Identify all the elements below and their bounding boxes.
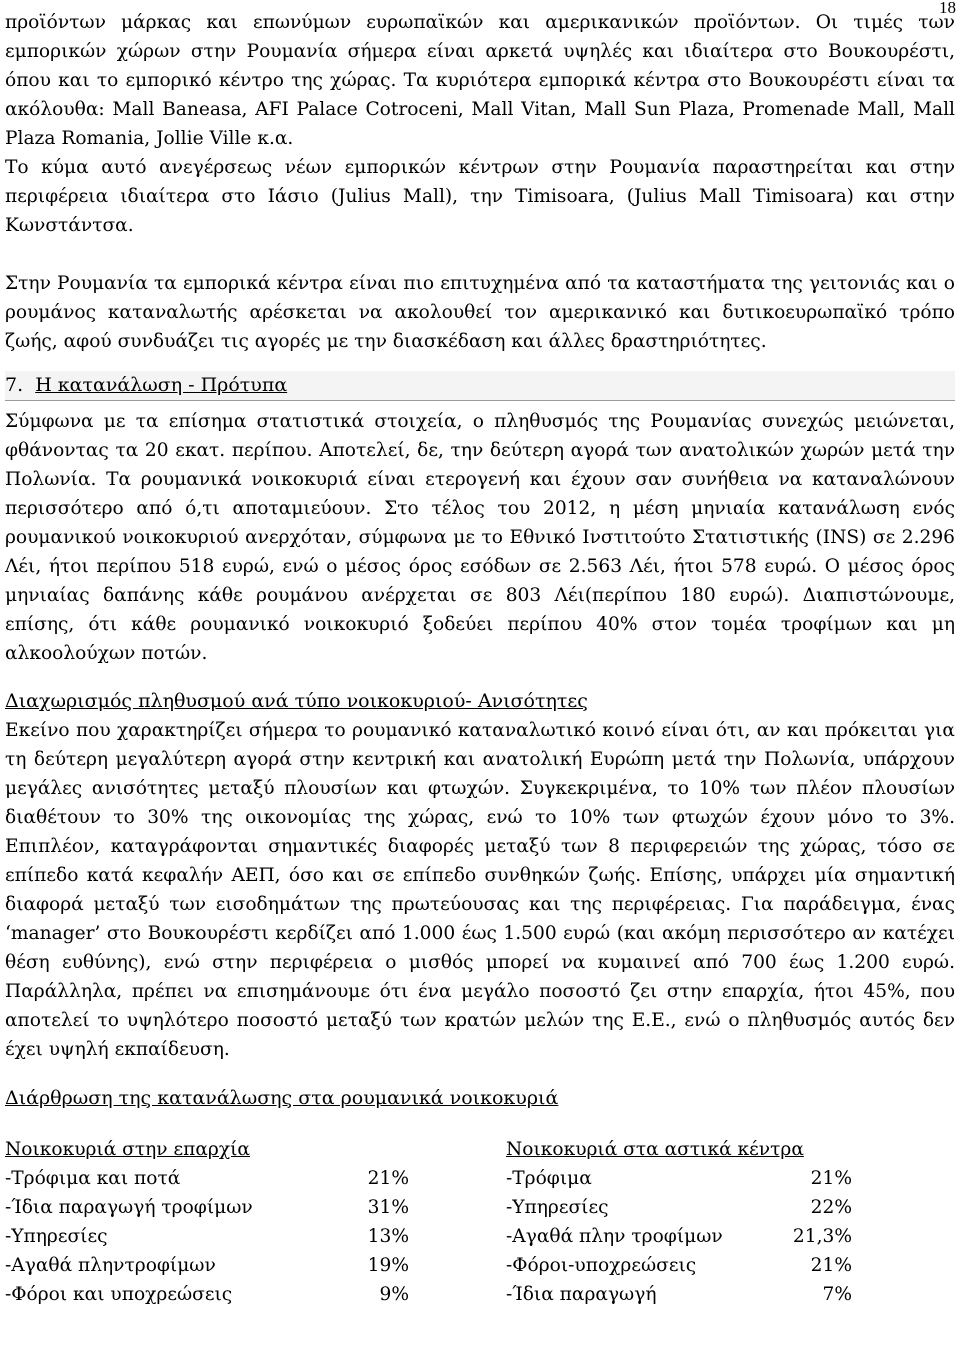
consumption-table [5,1135,955,1315]
row-label: -Ίδια παραγωγή τροφίμων [5,1197,253,1218]
row-label: -Υπηρεσίες [506,1197,609,1218]
paragraph-inequality: Εκείνο που χαρακτηρίζει σήμερα το ρουμανικό καταναλωτικό κοινό είναι ότι, αν και πρόκειται για τη δεύτερη μεγαλύτερη αγορά στην κεντρική και ανατολική Ευρώπη μετά την Πολωνία, υπάρχουν μεγάλες ανισότητες μεταξύ πλουσίων και φτωχών. Συγκεκριμένα, το 10% των πλέον πλουσίων διαθέτουν το 30% της οικονομίας της χώρας, ενώ το 10% των φτωχών έχουν μόνο το 3%. Επιπλέον, καταγράφονται σημαντικές διαφορές μεταξύ των 8 περιφερειών της χώρας, τόσο σε επίπεδο κατά κεφαλήν ΑΕΠ, όσο και σε επίπεδο συνθηκών ζωής. Επίσης, υπάρχει μία σημαντική διαφορά μεταξύ των εισοδημάτων της πρωτεύουσας και της περιφέρειας. Για παράδειγμα, ένας ‘manager’ στο Βουκουρέστι κερδίζει από 1.000 έως 1.500 ευρώ (και ακόμη περισσότερο αν κατέχει θέση ευθύνης), ενώ στην περιφέρεια ο μισθός μπορεί να κυμαινεί από 700 έως 1.200 ευρώ. Παράλληλα, πρέπει να επισημάνουμε ότι ένα μεγάλο ποσοστό ζει στην επαρχία, ήτοι 45%, που αποτελεί το υψηλότερο ποσοστό μεταξύ των κρατών μελών της Ε.Ε., ενώ ο πληθυσμός αυτός δεν έχει υψηλή εκπαίδευση. [5,720,955,1060]
table-row [506,1251,866,1280]
section-number: 7. [5,374,24,396]
table-row [506,1193,866,1222]
column-header-rural: Νοικοκυριά στην επαρχία [5,1139,250,1160]
table-row [5,1164,415,1193]
table-row [506,1164,866,1193]
row-value: 21% [810,1168,852,1189]
subsection-heading-inequality: Διαχωρισμός πληθυσμού ανά τύπο νοικοκυριού- Ανισότητες [5,690,588,712]
row-label: -Φόροι-υποχρεώσεις [506,1255,697,1276]
table-row [5,1193,415,1222]
page-number: 18 [939,0,956,17]
table-row [5,1280,415,1309]
table-row [506,1280,866,1309]
paragraph-consumption: Σύμφωνα με τα επίσημα στατιστικά στοιχεία, ο πληθυσμός της Ρουμανίας συνεχώς μειώνεται, φθάνοντας τα 20 εκατ. περίπου. Αποτελεί, δε, την δεύτερη αγορά των ανατολικών χωρών μετά την Πολωνία. Τα ρουμανικά νοικοκυριά είναι ετερογενή και έχουν σαν συνήθεια να καταναλώνουν περισσότερο από ό,τι αποταμιεύουν. Στο τέλος του 2012, η μέση μηνιαία κατανάλωση ενός ρουμανικού νοικοκυριού ανερχόταν, σύμφωνα με το Εθνικό Ινστιτούτο Στατιστικής (INS) σε 2.296 Λέι, ήτοι περίπου 518 ευρώ, ενώ ο μέσος όρος εσόδων σε 2.563 Λέι, ήτοι 578 ευρώ. Ο μέσος όρος μηνιαίας δαπάνης κάθε ρουμάνου ανέρχεται σε 803 Λέι(περίπου 180 ευρώ). Διαπιστώνουμε, επίσης, ότι κάθε ρουμανικό νοικοκυριό ξοδεύει περίπου 40% στον τομέα τροφίμων και μη αλκοολούχων ποτών. [5,411,955,664]
row-value: 7% [822,1284,852,1305]
page-content [5,8,955,1315]
paragraph-consumer-habits: Στην Ρουμανία τα εμπορικά κέντρα είναι πιο επιτυχημένα από τα καταστήματα της γειτονιάς και ο ρουμάνος καταναλωτής αρέσκεται να ακολουθεί τον αμερικανικό και δυτικοευρωπαϊκό τρόπο ζωής, αφού συνδυάζει τις αγορές με την διασκέδαση και άλλες δραστηριότητες. [5,273,955,352]
row-value: 19% [367,1255,409,1276]
row-label: -Τρόφιμα και ποτά [5,1168,181,1189]
row-label: -Φόροι και υποχρεώσεις [5,1284,233,1305]
section-7-heading [5,371,955,401]
row-value: 9% [379,1284,409,1305]
row-label: -Ίδια παραγωγή [506,1284,657,1305]
row-label: -Αγαθά πληντροφίμων [5,1255,216,1276]
row-value: 31% [367,1197,409,1218]
table-row [5,1222,415,1251]
paragraph-regional-malls: Το κύμα αυτό ανεγέρσεως νέων εμπορικών κέντρων στην Ρουμανία παραστηρείται και στην περιφέρεια ιδιαίτερα στο Ιάσιο (Julius Mall), την Timisoara, (Julius Mall Timisoara) και στην Κωνστάντσα. [5,157,955,236]
row-label: -Υπηρεσίες [5,1226,108,1247]
row-value: 21,3% [792,1226,852,1247]
row-value: 22% [810,1197,852,1218]
table-column-urban [506,1135,866,1309]
column-header-urban: Νοικοκυριά στα αστικά κέντρα [506,1139,804,1160]
row-value: 13% [367,1226,409,1247]
row-label: -Τρόφιμα [506,1168,592,1189]
row-value: 21% [367,1168,409,1189]
row-label: -Αγαθά πλην τροφίμων [506,1226,723,1247]
table-row [506,1222,866,1251]
section-title: Η κατανάλωση - Πρότυπα [35,374,288,396]
row-value: 21% [810,1255,852,1276]
table-row [5,1251,415,1280]
table-column-rural [5,1135,415,1309]
paragraph-malls: προϊόντων μάρκας και επωνύμων ευρωπαϊκών και αμερικανικών προϊόντων. Οι τιμές των εμπορικών χώρων στην Ρουμανία σήμερα είναι αρκετά υψηλές και ιδιαίτερα στο Βουκουρέστι, όπου και το εμπορικό κέντρο της χώρας. Τα κυριότερα εμπορικά κέντρα στο Βουκουρέστι είναι τα ακόλουθα: Mall Baneasa, AFI Palace Cotroceni, Mall Vitan, Mall Sun Plaza, Promenade Mall, Mall Plaza Romania, Jollie Ville κ.α. [5,12,955,149]
subsection-heading-structure: Διάρθρωση της κατανάλωσης στα ρουμανικά νοικοκυριά [5,1087,559,1109]
